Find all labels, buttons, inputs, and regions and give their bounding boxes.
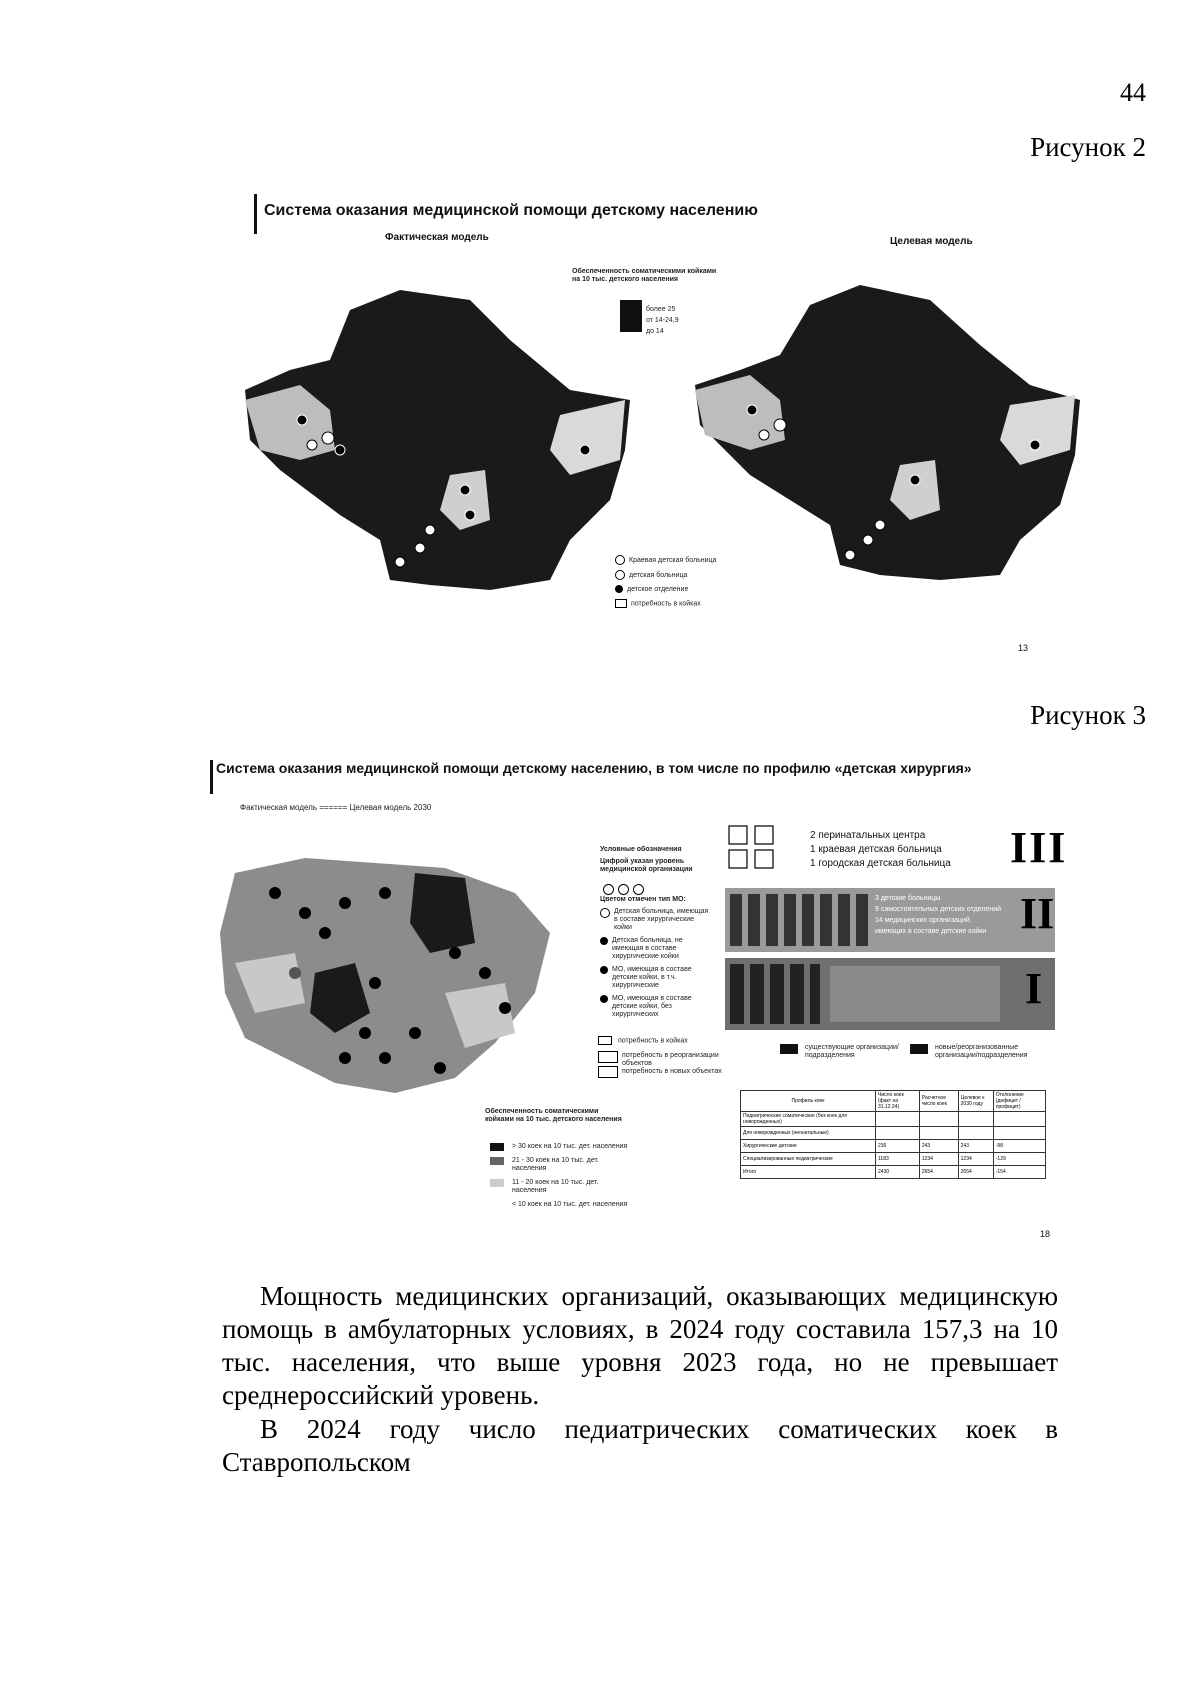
density-item-2: 21 - 30 коек на 10 тыс. дет. населения bbox=[512, 1157, 599, 1172]
table-cell: 236 bbox=[876, 1140, 920, 1153]
table-cell: -154 bbox=[993, 1166, 1045, 1179]
title-bar bbox=[254, 194, 257, 234]
table-row bbox=[741, 1166, 1046, 1179]
level3-line-1: 2 перинатальных центра bbox=[810, 830, 926, 841]
table-cell: Специализированные педиатрические bbox=[741, 1153, 876, 1166]
table-header-cell: Расчетное число коек bbox=[919, 1091, 958, 1112]
figure2-right-caption: Целевая модель bbox=[890, 236, 973, 247]
marker-legend-3: детское отделение bbox=[627, 585, 689, 593]
table-header-cell: Профиль коек bbox=[741, 1091, 876, 1112]
table-cell bbox=[958, 1112, 993, 1127]
table-row bbox=[741, 1127, 1046, 1140]
level2-line-1: 3 детские больницы bbox=[875, 895, 941, 902]
level3-roman: III bbox=[1010, 823, 1068, 872]
figure3-map bbox=[215, 833, 565, 1103]
level3-line-3: 1 городская детская больница bbox=[810, 858, 951, 869]
hospital-icons-level2 bbox=[730, 894, 870, 946]
legend-need bbox=[598, 1036, 688, 1045]
figure2-left-caption: Фактическая модель bbox=[385, 232, 489, 243]
level2-line-3: 14 медицинских организаций, bbox=[875, 917, 972, 924]
figure2-slide bbox=[250, 190, 1095, 670]
table-cell: Итого bbox=[741, 1166, 876, 1179]
table-cell: 1234 bbox=[919, 1153, 958, 1166]
figure3-label: Рисунок 3 bbox=[1030, 700, 1146, 730]
table-cell bbox=[919, 1112, 958, 1127]
title-bar bbox=[210, 760, 213, 794]
legend-header: Условные обозначения bbox=[600, 846, 682, 853]
legend-type-4: МО, имеющая в составе детские койки, без хирургических bbox=[612, 995, 692, 1018]
table-cell: -129 bbox=[993, 1153, 1045, 1166]
table-cell: 2654 bbox=[919, 1166, 958, 1179]
table-cell: Педиатрические соматические (без коек для новорожденных) bbox=[741, 1112, 876, 1127]
beds-table bbox=[740, 1090, 1046, 1179]
paragraph-2: В 2024 году число педиатрических соматических коек в Ставропольском bbox=[222, 1414, 1058, 1477]
legend-need-label: потребность в койках bbox=[618, 1037, 688, 1045]
figure3-slide-number: 18 bbox=[1040, 1229, 1051, 1239]
legend-type-2: Детская больница, не имеющая в составе хирургические койки bbox=[612, 937, 683, 960]
reorg-swatch bbox=[598, 1051, 618, 1063]
figure2-slide-number: 13 bbox=[1018, 643, 1029, 653]
level2-line-4: имеющих в составе детские койки bbox=[875, 928, 987, 935]
figure2-title: Система оказания медицинской помощи детскому населению bbox=[264, 202, 758, 219]
table-cell: 2430 bbox=[876, 1166, 920, 1179]
figure3-slide bbox=[210, 758, 1068, 1248]
new-org-swatch bbox=[910, 1044, 928, 1054]
figure3-title: Система оказания медицинской помощи детскому населению, в том числе по профилю «детская хирургия» bbox=[216, 760, 972, 776]
legend-item-3: до 14 bbox=[646, 328, 664, 335]
level1-text-block bbox=[830, 966, 1000, 1022]
level2-line-2: 9 самостоятельных детских отделений bbox=[875, 906, 1002, 913]
legend-color: Цветом отмечен тип МО: bbox=[600, 896, 686, 903]
bottom-legend-1: существующие организации/подразделения bbox=[805, 1044, 899, 1059]
legend-type-3: МО, имеющая в составе детские койки, в т.ч. хирургические bbox=[612, 966, 692, 989]
density-item-1: > 30 коек на 10 тыс. дет. населения bbox=[512, 1143, 628, 1150]
table-header-cell: Отклонение (дефицит / профицит) bbox=[993, 1091, 1045, 1112]
table-header-cell: Целевое к 2030 году bbox=[958, 1091, 993, 1112]
legend-reorg: потребность в реорганизации объектов bbox=[622, 1052, 719, 1067]
figure3-subcaption: Фактическая модель ====== Целевая модель 2030 bbox=[240, 803, 432, 812]
legend-type-1: Детская больница, имеющая в составе хирургические койки bbox=[614, 908, 709, 931]
paragraph-1: Мощность медицинских организаций, оказывающих медицинскую помощь в амбулаторных условиях, в 2024 году составила 157,3 на 10 тыс. населения, что выше уровня 2023 года, но не превышает среднероссийский уровень. bbox=[222, 1281, 1058, 1410]
figure2-marker-legend bbox=[615, 555, 716, 608]
figure2-left-map bbox=[240, 280, 640, 610]
legend-item-1: более 25 bbox=[646, 306, 676, 313]
marker-legend-1: Краевая детская больница bbox=[629, 556, 717, 564]
bottom-legend-2: новые/реорганизованные организации/подразделения bbox=[935, 1044, 1028, 1059]
table-row bbox=[741, 1153, 1046, 1166]
figure2-label: Рисунок 2 bbox=[1030, 132, 1146, 162]
table-cell bbox=[993, 1127, 1045, 1140]
level2-roman: II bbox=[1020, 889, 1055, 938]
table-cell bbox=[993, 1112, 1045, 1127]
page-number: 44 bbox=[1120, 78, 1146, 107]
density-legend bbox=[490, 1143, 630, 1209]
hospital-icons-level3 bbox=[725, 818, 805, 874]
hospital-icons-level1 bbox=[730, 964, 820, 1024]
table-cell: 243 bbox=[919, 1140, 958, 1153]
density-item-3: 11 - 20 коек на 10 тыс. дет. населения bbox=[512, 1179, 599, 1194]
table-cell bbox=[876, 1112, 920, 1127]
legend-types bbox=[600, 908, 710, 1019]
table-cell: 1234 bbox=[958, 1153, 993, 1166]
table-row bbox=[741, 1140, 1046, 1153]
table-cell: 2654 bbox=[958, 1166, 993, 1179]
figure2-legend-title: Обеспеченность соматическими койками на 10 тыс. детского населения bbox=[572, 268, 717, 283]
table-cell: Для новорожденных (неонатальные) bbox=[741, 1127, 876, 1140]
legend-swatch-dark bbox=[620, 300, 642, 332]
figure2-right-map bbox=[680, 275, 1100, 595]
table-cell bbox=[958, 1127, 993, 1140]
legend-new: потребность в новых объектах bbox=[622, 1068, 722, 1075]
table-cell bbox=[919, 1127, 958, 1140]
new-swatch bbox=[598, 1066, 618, 1078]
table-cell: -98 bbox=[993, 1140, 1045, 1153]
table-cell: Хирургические детские bbox=[741, 1140, 876, 1153]
level1-roman: I bbox=[1025, 964, 1043, 1013]
table-cell: 243 bbox=[958, 1140, 993, 1153]
legend-item-2: от 14-24,9 bbox=[646, 317, 679, 324]
table-cell: 1183 bbox=[876, 1153, 920, 1166]
level3-line-2: 1 краевая детская больница bbox=[810, 844, 942, 855]
table-header-cell: Число коек (факт на 31.12.24) bbox=[876, 1091, 920, 1112]
table-row bbox=[741, 1112, 1046, 1127]
legend-level: Цифрой указан уровень медицинской организации bbox=[600, 858, 693, 873]
marker-legend-2: детская больница bbox=[629, 571, 688, 579]
density-title: Обеспеченность соматическими койками на 10 тыс. детского населения bbox=[485, 1108, 622, 1123]
marker-legend-4: потребность в койках bbox=[631, 600, 701, 608]
table-cell bbox=[876, 1127, 920, 1140]
density-item-4: < 10 коек на 10 тыс. дет. населения bbox=[512, 1201, 628, 1208]
table-header-row bbox=[741, 1091, 1046, 1112]
existing-swatch bbox=[780, 1044, 798, 1054]
